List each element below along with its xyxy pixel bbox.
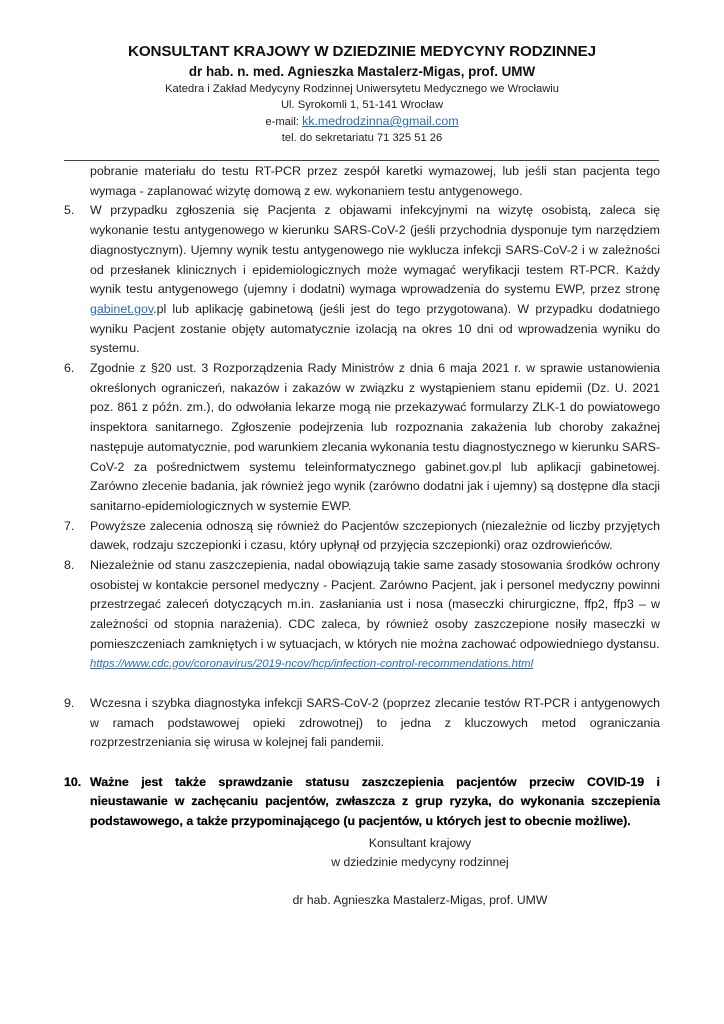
letterhead-department: Katedra i Zakład Medycyny Rodzinnej Uniwersytetu Medycznego we Wrocławiu [164, 83, 559, 95]
list-text: Ważne jest także sprawdzanie statusu zaszczepienia pacjentów przeciw COVID-19 i nieustawanie w zachęcaniu pacjentów, zwłaszcza z grup ryzyka, do wykonania szczepienia podstawowego, a także przypominającego (u pacjentów, u których jest to obecnie możliwe). [90, 774, 660, 829]
list-item-8 [64, 556, 660, 674]
list-text: Niezależnie od stanu zaszczepienia, nadal obowiązują takie same zasady stosowania środków ochrony osobistej w kontakcie personel medyczny - Pacjent. Zarówno Pacjent, jak i personel medyczny powinni przestrzegać zaleceń dotyczących m.in. zasłaniania ust i nosa (maseczki chirurgiczne, ffp2, ffp3 – w zależności od stopnia narażenia). CDC zaleca, by również osoby zaszczepione nosiły maseczki w pomieszczeniach zamkniętych i w sytuacjach, w których nie można zachować odpowiedniego dystansu. [90, 558, 660, 651]
gabinet-link[interactable]: gabinet.gov [90, 301, 154, 316]
document-body [64, 162, 660, 832]
list-item-6 [64, 359, 660, 517]
cdc-url-link[interactable]: https://www.cdc.gov/coronavirus/2019-ncov/hcp/infection-control-recommendations.html [90, 657, 534, 670]
letterhead-person: dr hab. n. med. Agnieszka Mastalerz-Migas, prof. UMW [188, 64, 536, 79]
list-text: Powyższe zalecenia odnoszą się również do Pacjentów szczepionych (niezależnie od liczby przyjętych dawek, rodzaju szczepionki i czasu, który upłynął od przyjęcia szczepionki) oraz ozdrowieńców. [90, 518, 660, 553]
list-item-9 [64, 694, 660, 753]
letterhead-phone: tel. do sekretariatu 71 325 51 26 [281, 132, 443, 144]
list-text: Zgodnie z §20 ust. 3 Rozporządzenia Rady Ministrów z dnia 6 maja 2021 r. w sprawie ustanowienia określonych ograniczeń, nakazów i zakazów w związku z wystąpieniem stanu epidemii (Dz. U. 2021 poz. 861 z późn. zm.), do odwołania lekarze mogą nie przekazywać formularzy ZLK-1 do powiatowego inspektora sanitarnego. Zgłoszenie podejrzenia lub rozpoznania zakażenia lub choroby zakaźnej następuje automatycznie, pod warunkiem zlecania wykonania testu diagnostycznego w kierunku SARS-CoV-2 za pośrednictwem systemu teleinformatycznego gabinet.gov.pl lub aplikacji gabinetowej. Zarówno zlecenie badania, jak również jego wynik (zarówno dodatni jak i ujemny) są dostępne dla stacji sanitarno-epidemiologicznych w systemie EWP. [90, 361, 660, 513]
email-link[interactable]: kk.medrodzinna@gmail.com [302, 114, 459, 128]
signature-name: dr hab. Agnieszka Mastalerz-Migas, prof. UMW [292, 893, 548, 907]
list-item-10 [64, 773, 660, 832]
list-number: 7. [64, 518, 75, 533]
spacer [64, 753, 660, 773]
continued-paragraph: pobranie materiału do testu RT-PCR przez zespół karetki wymazowej, lub jeśli stan pacjenta tego wymaga - zaplanować wizytę domową z ew. wykonaniem testu antygenowego. [90, 164, 660, 198]
letterhead-email-line [0, 113, 724, 130]
list-number: 8. [64, 558, 75, 573]
list-item-7 [64, 517, 660, 556]
letterhead-title: KONSULTANT KRAJOWY W DZIEDZINIE MEDYCYNY RODZINNEJ [127, 43, 597, 60]
list-number: 9. [64, 695, 75, 710]
email-label: e-mail: [265, 116, 303, 128]
signature-role-1: Konsultant krajowy [368, 836, 472, 850]
signature-role-2: w dziedzinie medycyny rodzinnej [331, 855, 509, 869]
list-item-5 [64, 201, 660, 359]
list-text: Wczesna i szybka diagnostyka infekcji SARS-CoV-2 (poprzez zlecanie testów RT-PCR i antygenowych w ramach podstawowej opieki zdrowotnej) to jedna z kluczowych metod ograniczania rozprzestrzeniania się wirusa w kolejnej fali pandemii. [90, 695, 660, 750]
list-number: 6. [64, 361, 75, 376]
letterhead-address: Ul. Syrokomli 1, 51-141 Wrocław [280, 99, 444, 111]
spacer [64, 674, 660, 694]
header-divider [64, 160, 659, 161]
list-number: 10. [64, 774, 82, 789]
list-text: W przypadku zgłoszenia się Pacjenta z objawami infekcyjnymi na wizytę osobistą, zaleca się wykonanie testu antygenowego w kierunku SARS-CoV-2 (jeśli przychodnia dysponuje tym narzędziem diagnostycznym). Ujemny wynik testu antygenowego nie wyklucza infekcji SARS-CoV-2 i w zależności od przesłanek klinicznych i epidemiologicznych może wymagać weryfikacji testem RT-PCR. Każdy wynik testu antygenowego (ujemny i dodatni) wymaga wprowadzenia do systemu EWP, przez stronę gabinet.gov.pl lub aplikację gabinetową (jeśli jest do tego przygotowana). W przypadku dodatniego wyniku Pacjent zostanie objęty automatycznie izolacją na okres 10 dni od wprowadzenia wyniku do systemu. [90, 203, 660, 356]
list-number: 5. [64, 203, 75, 218]
letterhead [0, 42, 724, 146]
